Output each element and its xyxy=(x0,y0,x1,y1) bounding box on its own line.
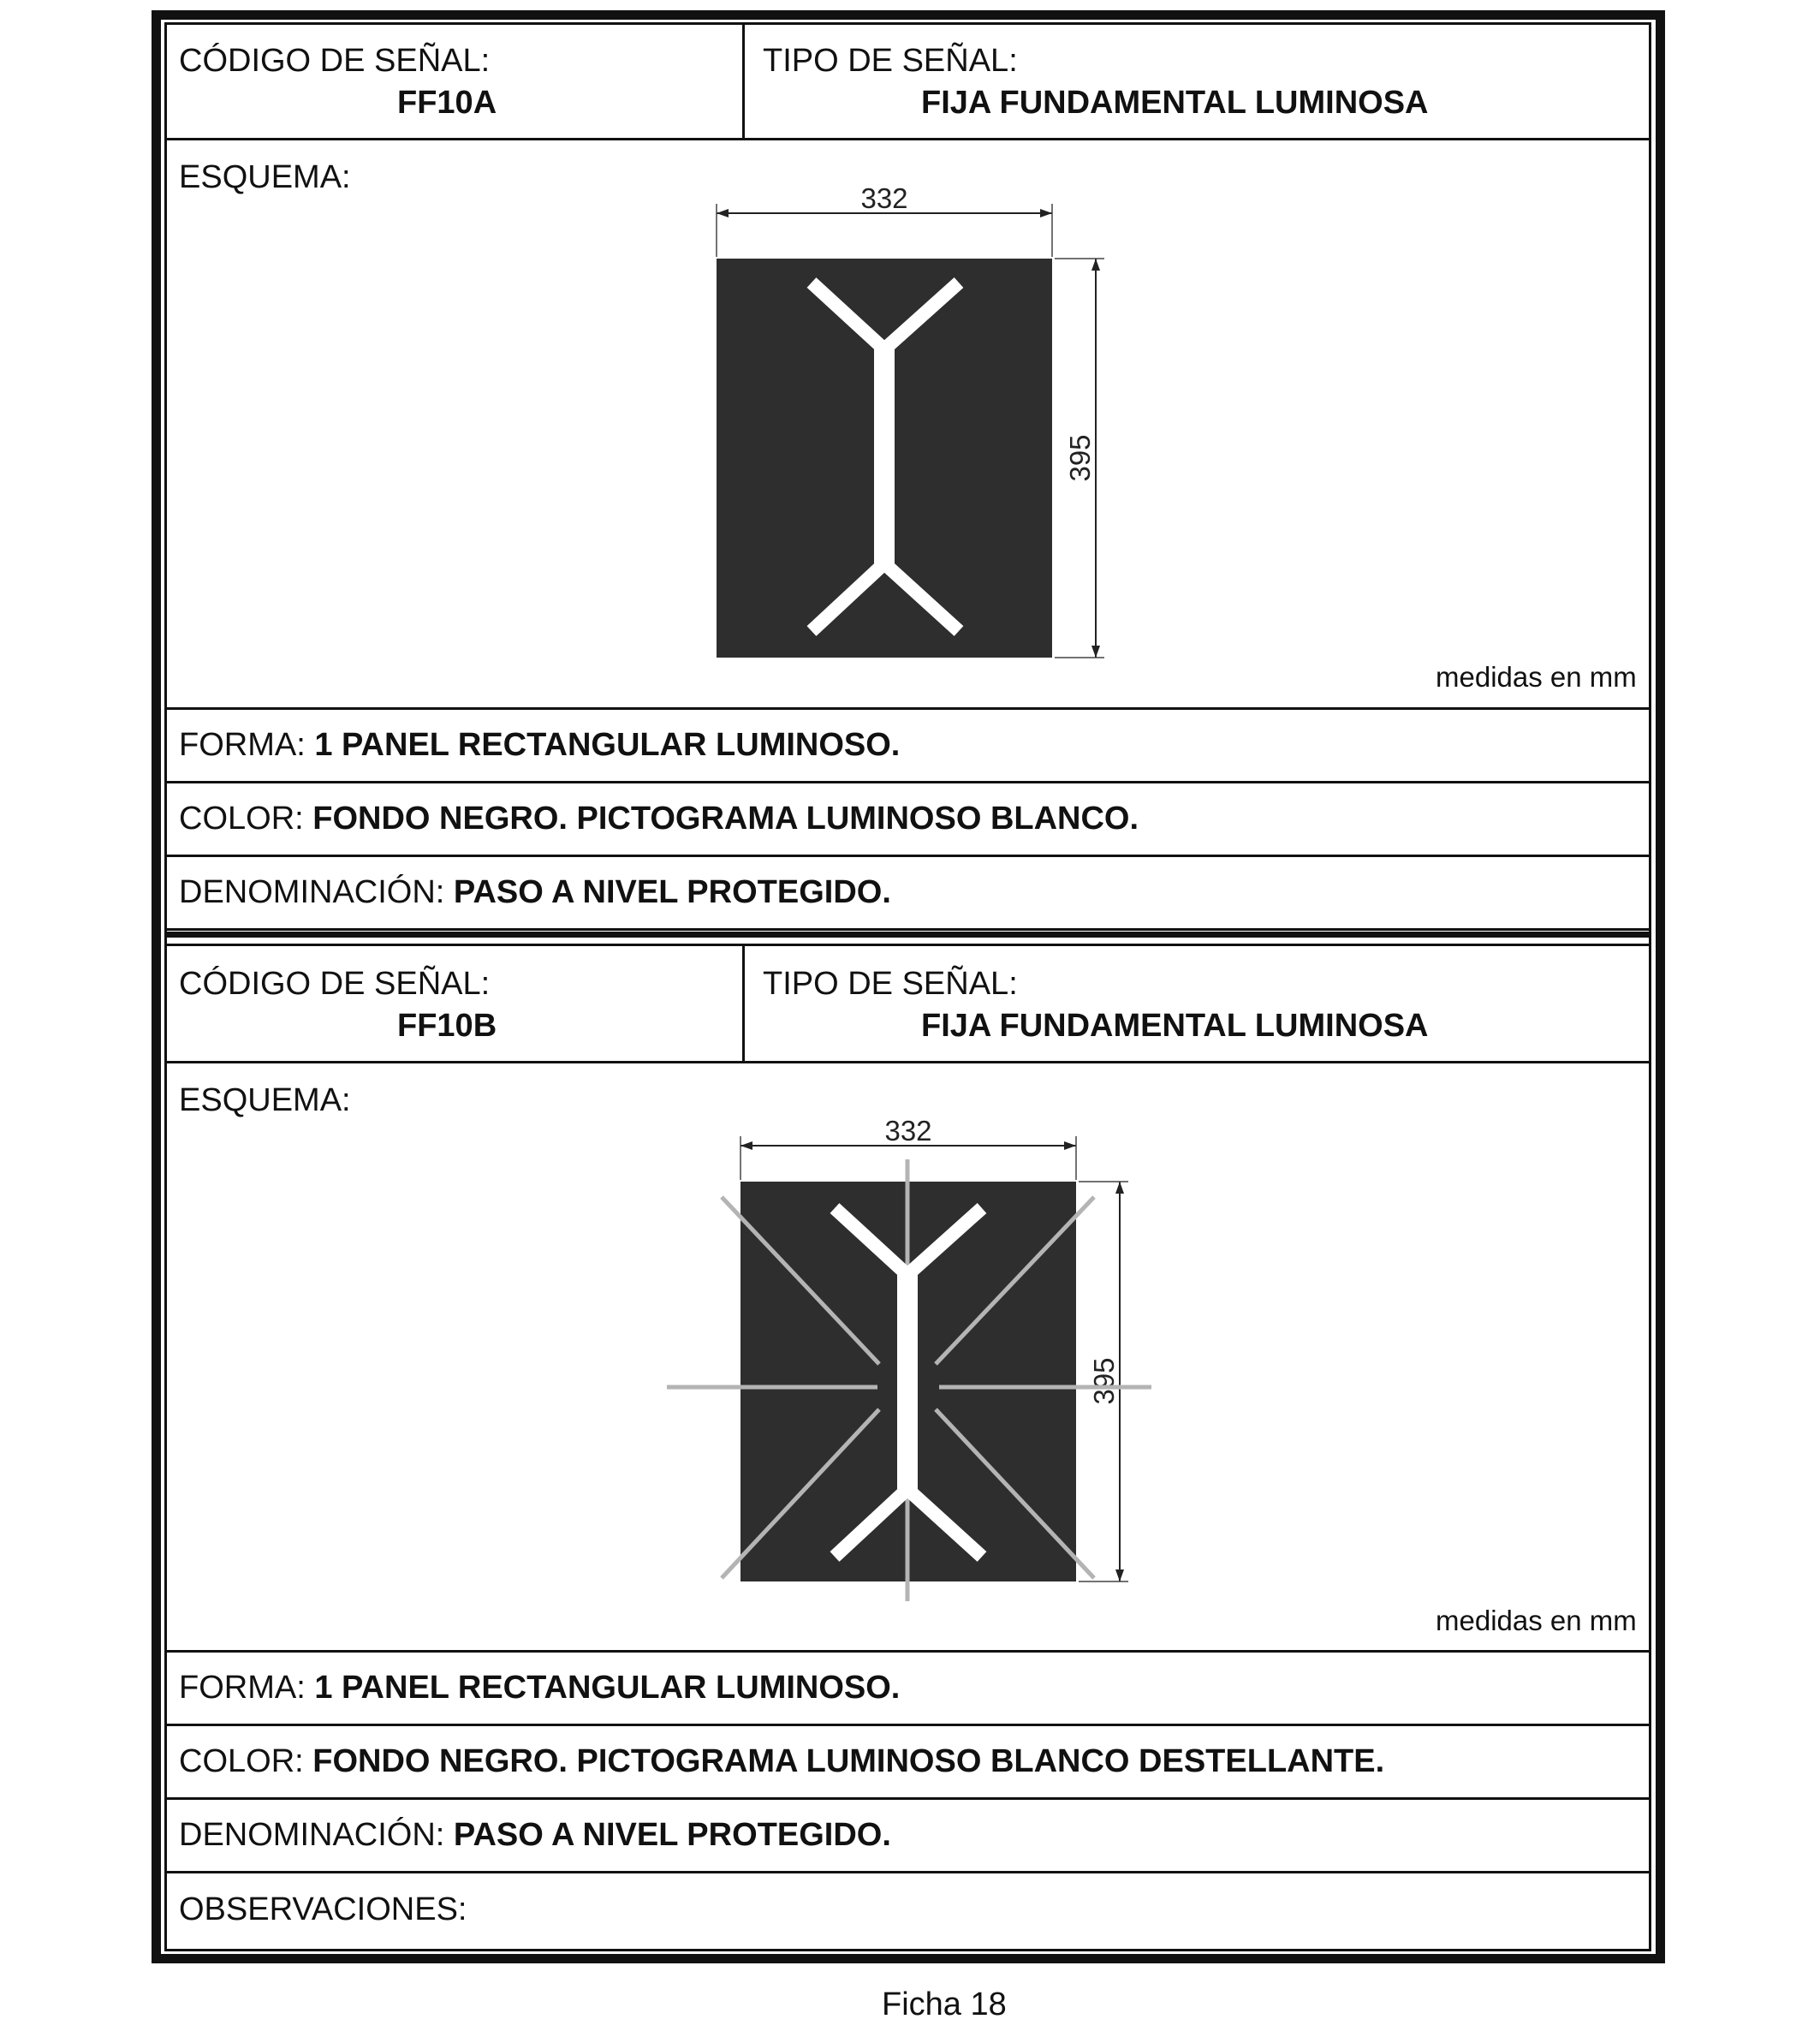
width-dimension-label-b: 332 xyxy=(884,1115,932,1147)
page-footer-label: Ficha 18 xyxy=(882,1986,1007,2022)
color-label-b: COLOR: xyxy=(179,1743,304,1779)
forma-row-b xyxy=(179,1671,900,1704)
color-label-a: COLOR: xyxy=(179,801,304,837)
height-dimension-label-b: 395 xyxy=(1088,1357,1120,1405)
rule-denominacion-b xyxy=(164,1871,1651,1873)
denominacion-row-b xyxy=(179,1819,891,1851)
color-row-b xyxy=(179,1745,1384,1778)
signal-diagram-b xyxy=(668,1105,1156,1618)
color-row-a xyxy=(179,802,1139,835)
rule-denominacion-a xyxy=(164,928,1651,931)
type-label-b: TIPO DE SEÑAL: xyxy=(763,966,1018,1002)
denominacion-row-a xyxy=(179,876,891,908)
schema-label-b: ESQUEMA: xyxy=(179,1082,351,1118)
height-dimension-label-a: 395 xyxy=(1064,434,1096,482)
denominacion-value-a: PASO A NIVEL PROTEGIDO. xyxy=(453,874,891,910)
card-separator-inner xyxy=(164,944,1651,946)
forma-label-b: FORMA: xyxy=(179,1670,306,1706)
rule-schema-b xyxy=(164,1650,1651,1653)
forma-value-b: 1 PANEL RECTANGULAR LUMINOSO. xyxy=(314,1670,901,1706)
rule-header-a xyxy=(164,138,1651,140)
rule-forma-b xyxy=(164,1724,1651,1726)
rule-color-b xyxy=(164,1797,1651,1800)
denominacion-label-b: DENOMINACIÓN: xyxy=(179,1817,445,1853)
observaciones-label: OBSERVACIONES: xyxy=(179,1891,467,1927)
code-label-a: CÓDIGO DE SEÑAL: xyxy=(179,43,491,79)
width-dimension-label-a: 332 xyxy=(860,182,908,214)
units-note-b: medidas en mm xyxy=(1436,1605,1637,1636)
rule-header-b xyxy=(164,1061,1651,1063)
denominacion-value-b: PASO A NIVEL PROTEGIDO. xyxy=(453,1817,891,1853)
color-value-b: FONDO NEGRO. PICTOGRAMA LUMINOSO BLANCO DESTELLANTE. xyxy=(312,1743,1385,1779)
code-label-b: CÓDIGO DE SEÑAL: xyxy=(179,966,491,1002)
type-label-a: TIPO DE SEÑAL: xyxy=(763,43,1018,79)
header-divider-b xyxy=(742,945,745,1063)
code-value-a: FF10A xyxy=(397,85,497,121)
schema-label-a: ESQUEMA: xyxy=(179,159,351,195)
units-note-a: medidas en mm xyxy=(1436,661,1637,693)
forma-value-a: 1 PANEL RECTANGULAR LUMINOSO. xyxy=(314,727,901,763)
signal-diagram-a xyxy=(668,180,1130,685)
rule-schema-a xyxy=(164,707,1651,710)
rule-forma-a xyxy=(164,781,1651,783)
type-value-b: FIJA FUNDAMENTAL LUMINOSA xyxy=(921,1008,1429,1044)
card-separator xyxy=(164,932,1651,938)
color-value-a: FONDO NEGRO. PICTOGRAMA LUMINOSO BLANCO. xyxy=(312,801,1139,837)
header-divider-a xyxy=(742,22,745,140)
forma-row-a xyxy=(179,729,900,761)
forma-label-a: FORMA: xyxy=(179,727,306,763)
denominacion-label-a: DENOMINACIÓN: xyxy=(179,874,445,910)
rule-color-a xyxy=(164,855,1651,857)
code-value-b: FF10B xyxy=(397,1008,497,1044)
type-value-a: FIJA FUNDAMENTAL LUMINOSA xyxy=(921,85,1429,121)
